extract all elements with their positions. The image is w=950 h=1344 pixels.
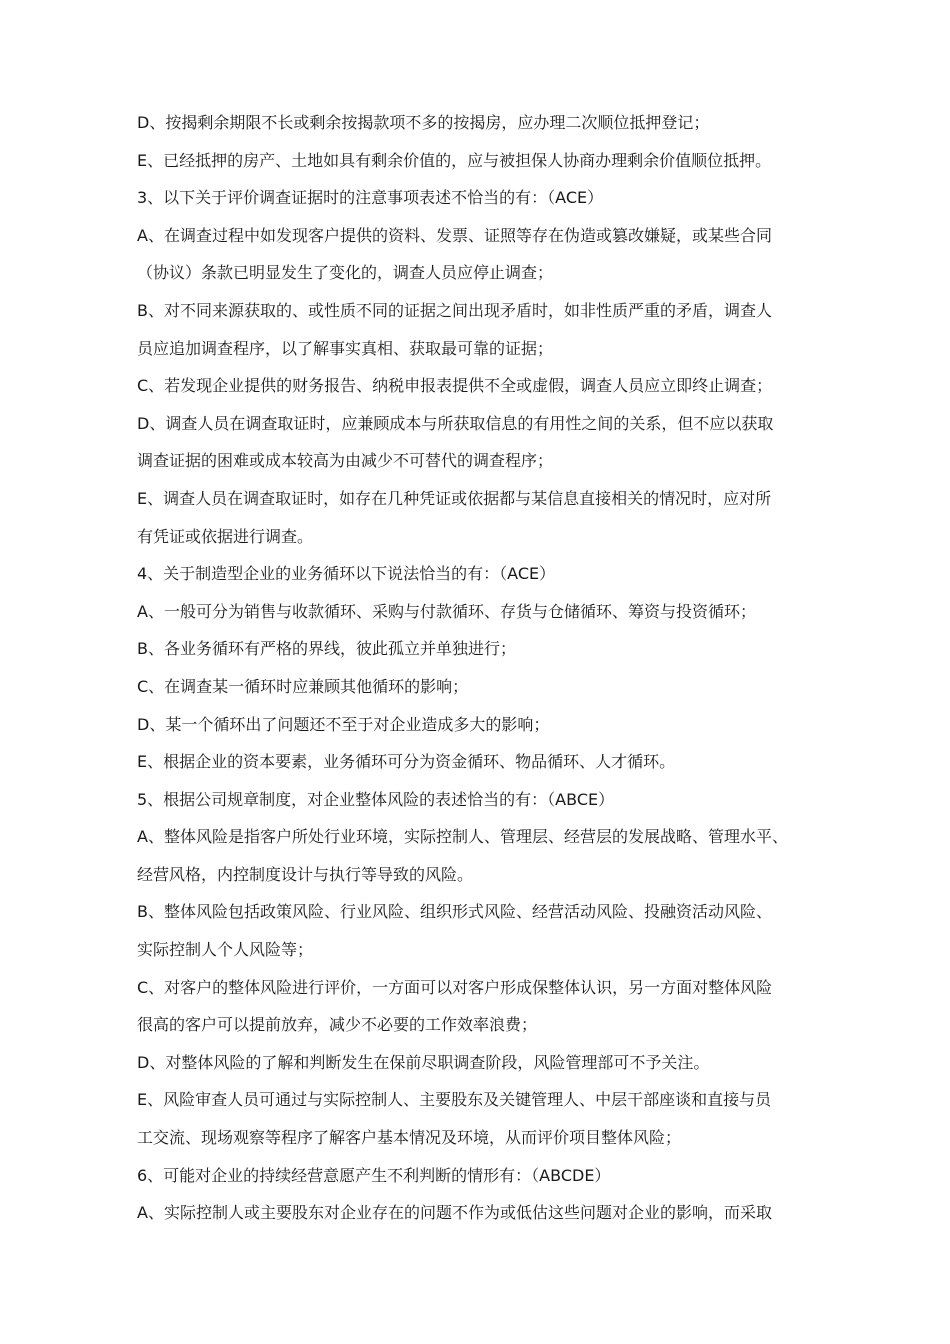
- question-heading: 3、以下关于评价调查证据时的注意事项表述不恰当的有：（ACE）: [137, 188, 604, 208]
- text-line: A、在调查过程中如发现客户提供的资料、发票、证照等存在伪造或篡改嫌疑，或某些合同: [137, 225, 772, 245]
- text-line: E、已经抵押的房产、土地如具有剩余价值的，应与被担保人协商办理剩余价值顺位抵押。: [137, 150, 772, 170]
- text-line: 经营风格，内控制度设计与执行等导致的风险。: [137, 864, 474, 884]
- text-line: E、根据企业的资本要素，业务循环可分为资金循环、物品循环、人才循环。: [137, 752, 676, 772]
- text-line: A、实际控制人或主要股东对企业存在的问题不作为或低估这些问题对企业的影响，而采取: [137, 1203, 772, 1223]
- text-line: 实际控制人个人风险等；: [137, 940, 314, 960]
- question-heading: 4、关于制造型企业的业务循环以下说法恰当的有：（ACE）: [137, 564, 556, 584]
- text-line: A、整体风险是指客户所处行业环境，实际控制人、管理层、经营层的发展战略、管理水平、: [137, 827, 788, 847]
- text-line: D、对整体风险的了解和判断发生在保前尽职调查阶段，风险管理部可不予关注。: [137, 1052, 710, 1072]
- text-line: C、在调查某一循环时应兼顾其他循环的影响；: [137, 676, 469, 696]
- text-line: A、一般可分为销售与收款循环、采购与付款循环、存货与仓储循环、筹资与投资循环；: [137, 601, 756, 621]
- document-body: [137, 104, 827, 1232]
- text-line: 很高的客户可以提前放弃，减少不必要的工作效率浪费；: [137, 1015, 538, 1035]
- text-line: 有凭证或依据进行调查。: [137, 526, 314, 546]
- text-line: C、若发现企业提供的财务报告、纳税申报表提供不全或虚假，调查人员应立即终止调查；: [137, 376, 773, 396]
- text-line: 员应追加调查程序，以了解事实真相、获取最可靠的证据；: [137, 338, 554, 358]
- text-line: E、风险审查人员可通过与实际控制人、主要股东及关键管理人、中层干部座谈和直接与员: [137, 1090, 772, 1110]
- question-heading: 6、可能对企业的持续经营意愿产生不利判断的情形有：（ABCDE）: [137, 1165, 611, 1185]
- text-line: B、整体风险包括政策风险、行业风险、组织形式风险、经营活动风险、投融资活动风险、: [137, 902, 772, 922]
- text-line: D、调查人员在调查取证时，应兼顾成本与所获取信息的有用性之间的关系，但不应以获取: [137, 413, 774, 433]
- text-line: B、对不同来源获取的、或性质不同的证据之间出现矛盾时，如非性质严重的矛盾，调查人: [137, 300, 772, 320]
- text-line: C、对客户的整体风险进行评价，一方面可以对客户形成保整体认识，另一方面对整体风险: [137, 977, 773, 997]
- text-line: E、调查人员在调查取证时，如存在几种凭证或依据都与某信息直接相关的情况时，应对所: [137, 488, 772, 508]
- text-line: （协议）条款已明显发生了变化的，调查人员应停止调查；: [137, 263, 554, 283]
- text-line: D、某一个循环出了问题还不至于对企业造成多大的影响；: [137, 714, 550, 734]
- question-heading: 5、根据公司规章制度，对企业整体风险的表述恰当的有：（ABCE）: [137, 789, 615, 809]
- text-line: 调查证据的困难或成本较高为由减少不可替代的调查程序；: [137, 451, 554, 471]
- text-line: 工交流、现场观察等程序了解客户基本情况及环境，从而评价项目整体风险；: [137, 1128, 682, 1148]
- text-line: B、各业务循环有严格的界线，彼此孤立并单独进行；: [137, 639, 516, 659]
- text-line: D、按揭剩余期限不长或剩余按揭款项不多的按揭房，应办理二次顺位抵押登记；: [137, 113, 710, 132]
